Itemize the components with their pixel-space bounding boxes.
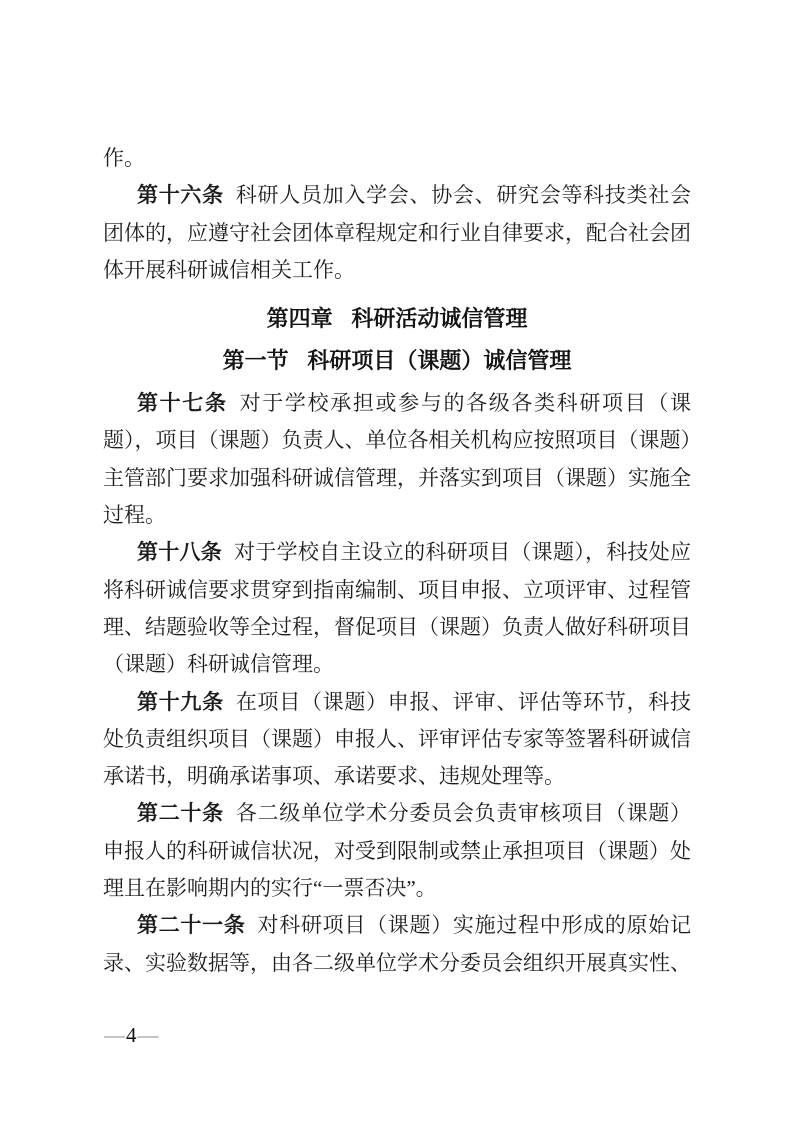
article-21-label: 第二十一条 bbox=[137, 914, 246, 938]
article-19-text: 在项目（课题）申报、评审、评估等环节，科技处负责组织项目（课题）申报人、评审评估专家等签署科研诚信承诺书，明确承诺事项、承诺要求、违规处理等。 bbox=[103, 689, 692, 789]
article-21-text: 对科研项目（课题）实施过程中形成的原始记录、实验数据等，由各二级单位学术分委员会组织开展真实性、 bbox=[103, 913, 692, 975]
article-16-text: 科研人员加入学会、协会、研究会等科技类社会团体的，应遵守社会团体章程规定和行业自律要求，配合社会团体开展科研诚信相关工作。 bbox=[103, 183, 692, 282]
article-17-paragraph bbox=[103, 385, 691, 534]
article-20-text: 各二级单位学术分委员会负责审核项目（课题）申报人的科研诚信状况，对受到限制或禁止承担项目（课题）处理且在影响期内的实行“一票否决”。 bbox=[103, 801, 692, 901]
document-body bbox=[103, 140, 691, 982]
article-18-text: 对于学校自主设立的科研项目（课题），科技处应将科研诚信要求贯穿到指南编制、项目申报、立项评审、过程管理、结题验收等全过程，督促项目（课题）负责人做好科研项目（课题）科研诚信管理。 bbox=[103, 540, 692, 677]
section-heading bbox=[103, 342, 691, 380]
page-number-right-dash: — bbox=[137, 1023, 159, 1047]
chapter-heading bbox=[103, 300, 691, 338]
page-number-left-dash: — bbox=[104, 1023, 125, 1047]
article-16-paragraph bbox=[103, 177, 691, 289]
paragraph-continuation: 作。 bbox=[103, 146, 145, 170]
article-18-paragraph bbox=[103, 534, 691, 683]
article-18-label: 第十八条 bbox=[137, 541, 223, 565]
article-17-text: 对于学校承担或参与的各级各类科研项目（课题），项目（课题）负责人、单位各相关机构应按照项目（课题）主管部门要求加强科研诚信管理，并落实到项目（课题）实施全过程。 bbox=[103, 391, 691, 528]
article-17-label: 第十七条 bbox=[137, 392, 228, 416]
chapter-title: 科研活动诚信管理 bbox=[351, 306, 528, 332]
article-16-label: 第十六条 bbox=[137, 184, 224, 208]
page-number bbox=[104, 1021, 159, 1049]
article-21-paragraph bbox=[103, 907, 691, 982]
article-19-label: 第十九条 bbox=[137, 690, 224, 714]
section-title: 科研项目（课题）诚信管理 bbox=[307, 348, 572, 374]
article-20-label: 第二十条 bbox=[137, 802, 224, 826]
section-number: 第一节 bbox=[222, 348, 289, 374]
chapter-number: 第四章 bbox=[266, 306, 333, 332]
article-19-paragraph bbox=[103, 684, 691, 796]
page-number-value: 4 bbox=[126, 1023, 137, 1047]
article-20-paragraph bbox=[103, 795, 691, 907]
